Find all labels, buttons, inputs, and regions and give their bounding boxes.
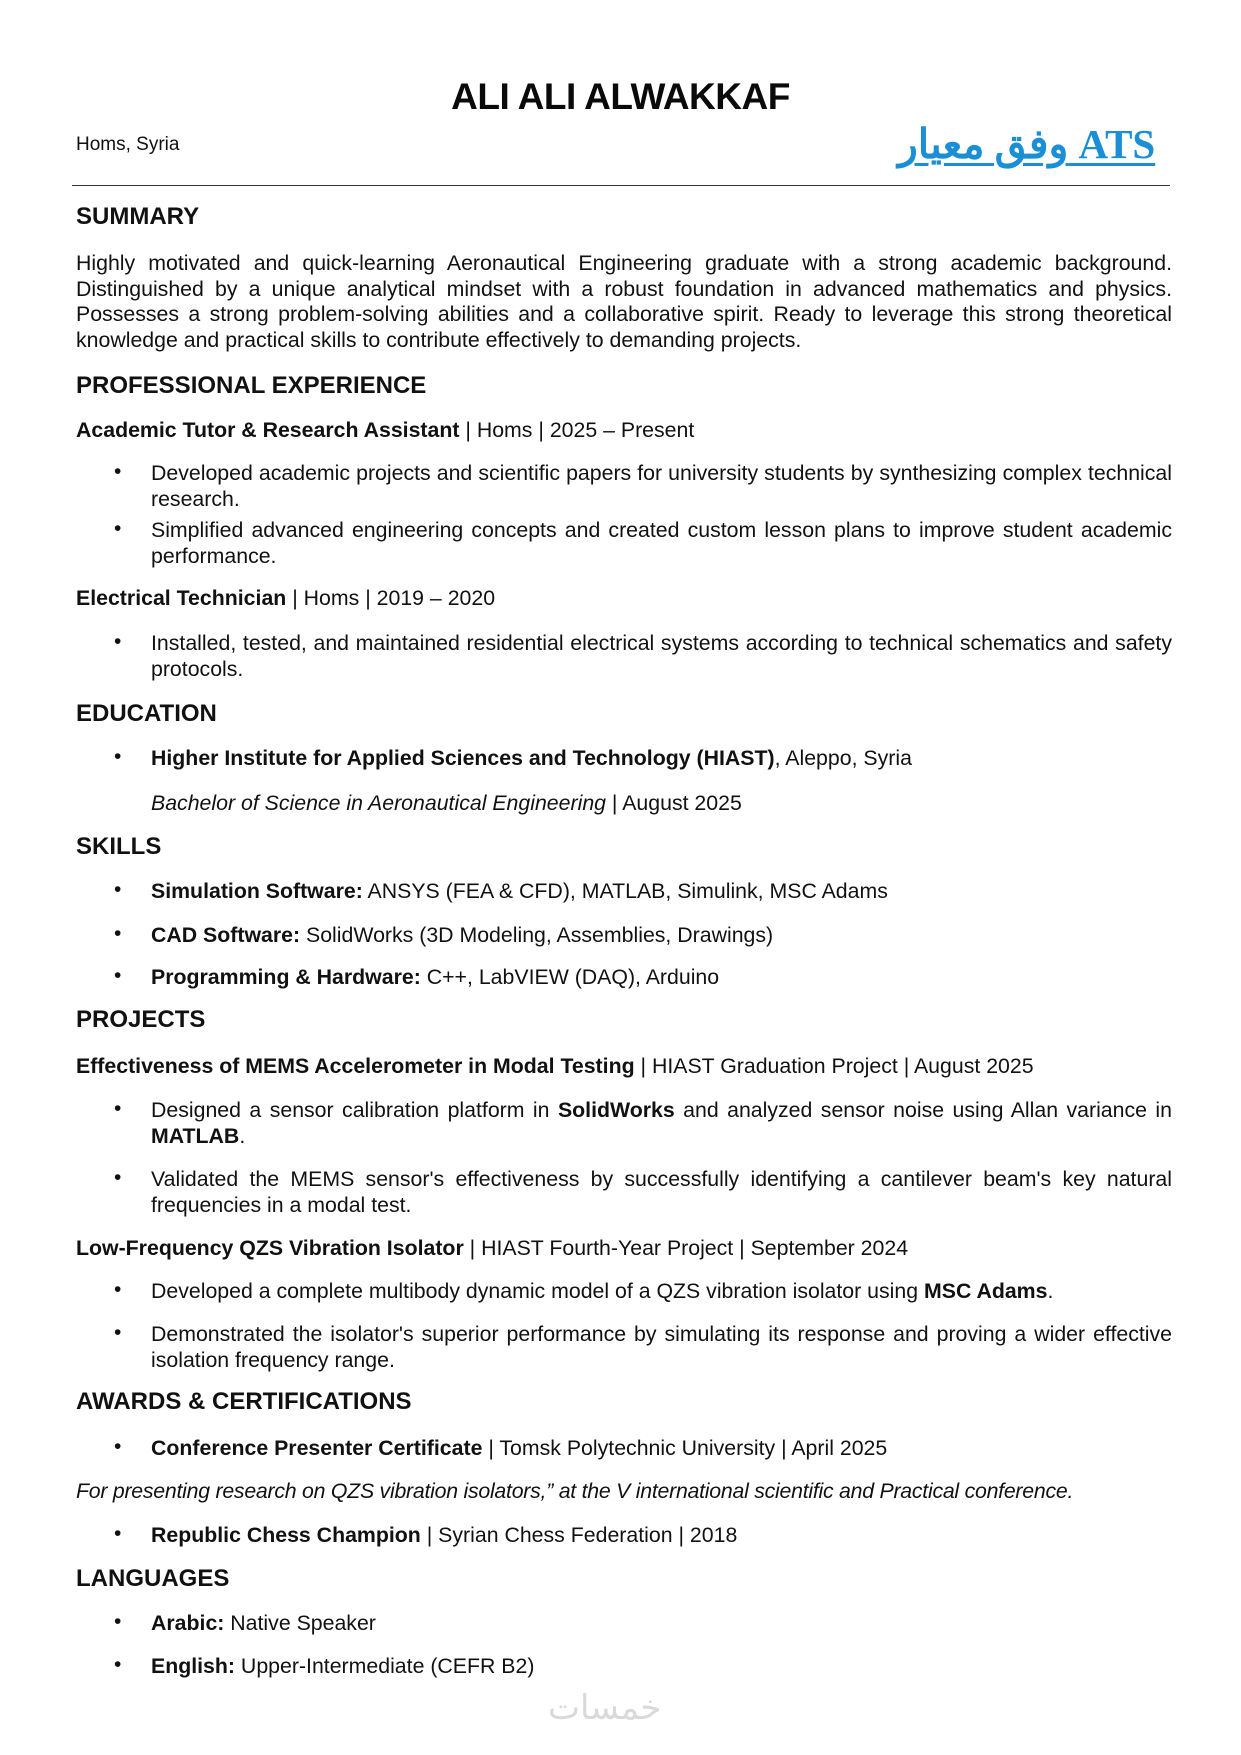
job-role: Academic Tutor & Research Assistant [76, 418, 460, 442]
degree-name: Bachelor of Science in Aeronautical Engineering [151, 791, 607, 815]
bullet-icon: • [114, 1522, 122, 1545]
skill-item [151, 965, 719, 990]
project-bullet: Designed a sensor calibration platform in SolidWorks and analyzed sensor noise using Allan variance in MATLAB. [151, 1098, 1172, 1148]
bullet-icon: • [114, 922, 122, 945]
award-name: Conference Presenter Certificate [151, 1436, 483, 1460]
language-level: Native Speaker [224, 1611, 376, 1635]
award-meta: | Syrian Chess Federation | 2018 [420, 1523, 738, 1547]
ats-badge-link[interactable]: وفق معيار ATS [898, 121, 1156, 167]
bullet-icon: • [114, 1166, 122, 1189]
project-bullet: Demonstrated the isolator's superior performance by simulating its response and proving a wider effective isolation frequency range. [151, 1322, 1172, 1372]
school-name: Higher Institute for Applied Sciences and Technology (HIAST) [151, 746, 775, 770]
language-label: Arabic: [151, 1611, 225, 1635]
project-heading [76, 1054, 1034, 1079]
section-title-projects: PROJECTS [76, 1006, 206, 1033]
award-name: Republic Chess Champion [151, 1523, 421, 1547]
job-heading [76, 586, 495, 611]
job-bullet: Developed academic projects and scientific papers for university students by synthesizing complex technical research. [151, 461, 1172, 511]
job-meta: | Homs | 2025 – Present [459, 418, 695, 442]
bullet-icon: • [114, 1321, 122, 1344]
bullet-icon: • [114, 517, 122, 540]
job-role: Electrical Technician [76, 586, 287, 610]
award-item [151, 1523, 737, 1548]
section-title-skills: SKILLS [76, 833, 162, 860]
project-name: Low-Frequency QZS Vibration Isolator [76, 1236, 464, 1260]
candidate-name: ALI ALI ALWAKKAF [451, 76, 790, 117]
language-item [151, 1654, 534, 1679]
language-label: English: [151, 1654, 236, 1678]
skill-value: ANSYS (FEA & CFD), MATLAB, Simulink, MSC Adams [362, 879, 888, 903]
bullet-icon: • [114, 460, 122, 483]
project-bullet: Developed a complete multibody dynamic model of a QZS vibration isolator using MSC Adams. [151, 1279, 1054, 1303]
section-title-awards: AWARDS & CERTIFICATIONS [76, 1388, 412, 1415]
section-title-experience: PROFESSIONAL EXPERIENCE [76, 372, 427, 399]
award-meta: | Tomsk Polytechnic University | April 2025 [482, 1436, 888, 1460]
bullet-icon: • [114, 964, 122, 987]
section-title-languages: LANGUAGES [76, 1565, 230, 1592]
project-bullet: Validated the MEMS sensor's effectiveness by successfully identifying a cantilever beam's key natural frequencies in a modal test. [151, 1167, 1172, 1217]
skill-label: Simulation Software: [151, 879, 363, 903]
award-item [151, 1436, 887, 1461]
bullet-icon: • [114, 1610, 122, 1633]
school-location: , Aleppo, Syria [774, 746, 912, 770]
skill-value: SolidWorks (3D Modeling, Assemblies, Drawings) [300, 923, 774, 947]
skill-label: CAD Software: [151, 923, 301, 947]
project-meta: | HIAST Graduation Project | August 2025 [634, 1054, 1034, 1078]
degree-date: | August 2025 [606, 791, 742, 815]
project-meta: | HIAST Fourth-Year Project | September 2024 [463, 1236, 909, 1260]
candidate-location: Homs, Syria [76, 134, 180, 155]
bullet-icon: • [114, 1278, 122, 1301]
bullet-icon: • [114, 1653, 122, 1676]
skill-value: C++, LabVIEW (DAQ), Arduino [420, 965, 720, 989]
bullet-icon: • [114, 630, 122, 653]
education-degree-line [151, 791, 742, 816]
job-heading [76, 418, 694, 443]
bullet-icon: • [114, 878, 122, 901]
watermark-logo: خمسات [548, 1688, 662, 1728]
job-bullet: Simplified advanced engineering concepts and created custom lesson plans to improve student academic performance. [151, 518, 1172, 568]
education-school-line [151, 746, 912, 771]
skill-item [151, 923, 773, 948]
header-divider [72, 185, 1170, 186]
project-heading [76, 1236, 908, 1261]
project-name: Effectiveness of MEMS Accelerometer in Modal Testing [76, 1054, 635, 1078]
skill-item [151, 879, 888, 904]
award-note: For presenting research on QZS vibration isolators,” at the V international scientific and Practical conference. [76, 1479, 1074, 1503]
skill-label: Programming & Hardware: [151, 965, 421, 989]
language-level: Upper-Intermediate (CEFR B2) [235, 1654, 535, 1678]
bullet-icon: • [114, 1097, 122, 1120]
job-meta: | Homs | 2019 – 2020 [286, 586, 496, 610]
job-bullet: Installed, tested, and maintained residential electrical systems according to technical schematics and safety protocols. [151, 631, 1172, 681]
bullet-icon: • [114, 745, 122, 768]
section-title-summary: SUMMARY [76, 203, 200, 230]
language-item [151, 1611, 376, 1636]
summary-text: Highly motivated and quick-learning Aeronautical Engineering graduate with a strong academic background. Distinguished by a unique analytical mindset with a robust foundation in advanced mathematics and physics. Possesses a strong problem-solving abilities and a collaborative spirit. Ready to leverage this strong theoretical knowledge and practical skills to contribute effectively to demanding projects. [76, 251, 1172, 353]
section-title-education: EDUCATION [76, 700, 217, 727]
bullet-icon: • [114, 1435, 122, 1458]
